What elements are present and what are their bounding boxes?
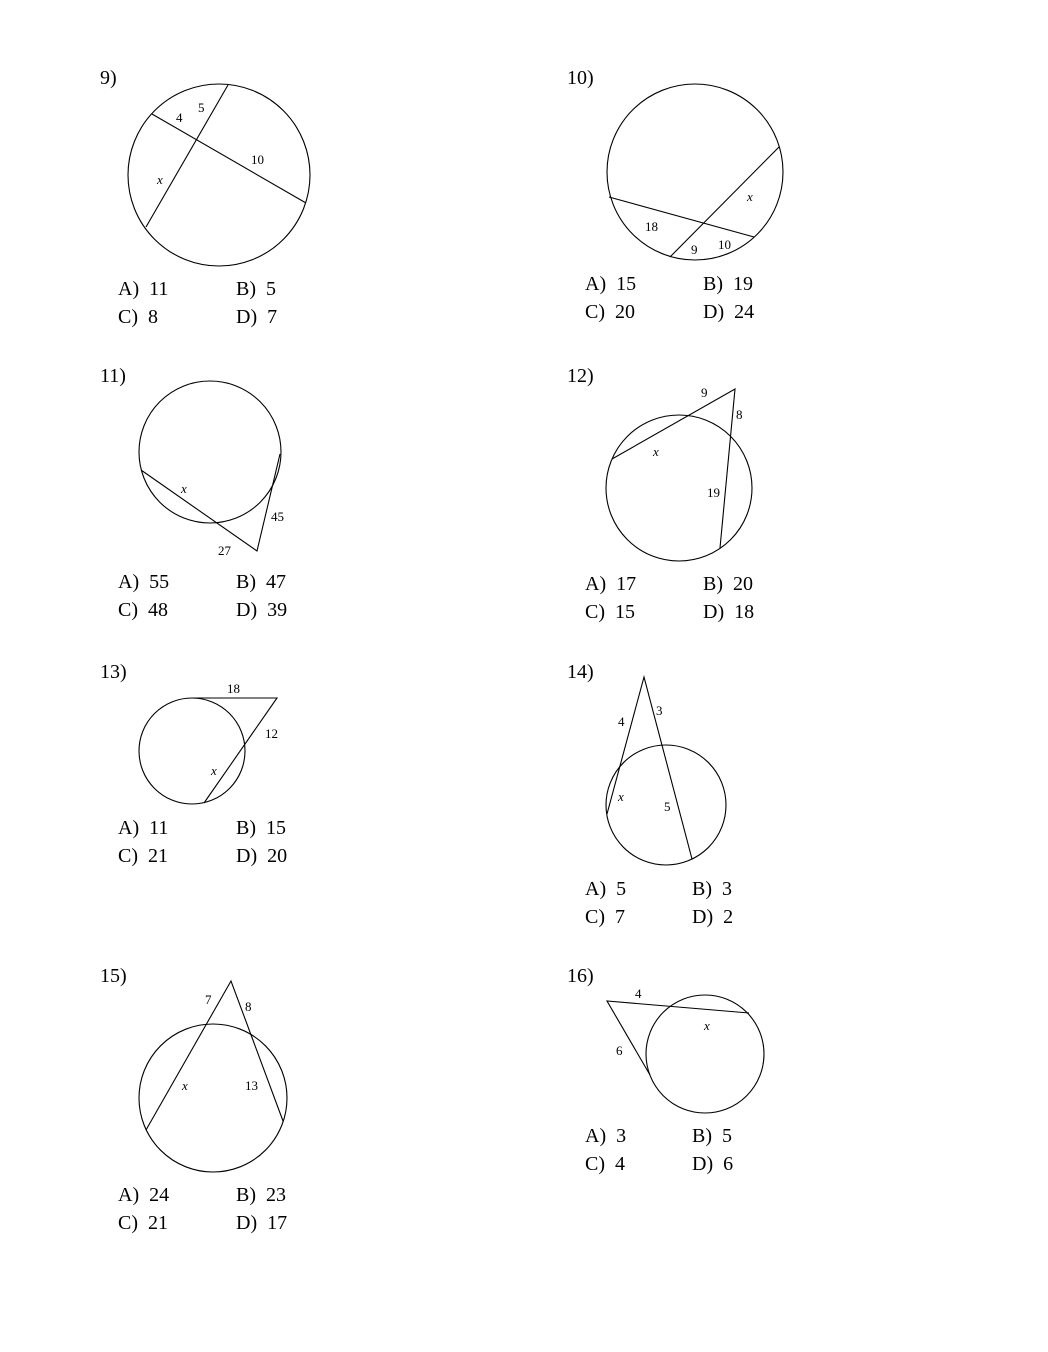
answer-choice-d[interactable]: D) 20 bbox=[236, 845, 288, 867]
variable-label: x bbox=[653, 444, 659, 459]
answer-choice-b[interactable]: B) 20 bbox=[703, 573, 753, 595]
answer-choice-c[interactable]: C) 15 bbox=[585, 601, 635, 623]
segment-label: 10 bbox=[718, 237, 731, 252]
answer-choice-a[interactable]: A) 5 bbox=[585, 878, 627, 900]
variable-label: x bbox=[747, 189, 753, 204]
segment-label: 45 bbox=[271, 509, 284, 524]
segment-label: 5 bbox=[664, 799, 671, 814]
answer-choice-d[interactable]: D) 17 bbox=[236, 1212, 288, 1234]
answer-choice-a[interactable]: A) 55 bbox=[118, 571, 170, 593]
answer-choice-d[interactable]: D) 39 bbox=[236, 599, 288, 621]
segment-label: 18 bbox=[227, 681, 240, 696]
answer-choice-c[interactable]: C) 48 bbox=[118, 599, 168, 621]
answer-choice-a[interactable]: A) 11 bbox=[118, 278, 169, 300]
problem-number: 9) bbox=[100, 67, 117, 89]
problem-number: 11) bbox=[100, 365, 126, 387]
answer-choice-c[interactable]: C) 20 bbox=[585, 301, 635, 323]
problem-number: 13) bbox=[100, 661, 127, 683]
segment-label: 10 bbox=[251, 152, 264, 167]
variable-label: x bbox=[181, 481, 187, 496]
answer-choice-a[interactable]: A) 3 bbox=[585, 1125, 627, 1147]
answer-choice-b[interactable]: B) 23 bbox=[236, 1184, 286, 1206]
segment-label: 19 bbox=[707, 485, 720, 500]
segment-label: 18 bbox=[645, 219, 658, 234]
answer-choice-b[interactable]: B) 15 bbox=[236, 817, 286, 839]
answer-choice-a[interactable]: A) 24 bbox=[118, 1184, 170, 1206]
variable-label: x bbox=[618, 789, 624, 804]
answer-choice-d[interactable]: D) 6 bbox=[692, 1153, 734, 1175]
answer-choice-d[interactable]: D) 2 bbox=[692, 906, 734, 928]
segment-label: 9 bbox=[691, 242, 698, 257]
problem-number: 14) bbox=[567, 661, 594, 683]
segment-label: 6 bbox=[616, 1043, 623, 1058]
answer-choice-a[interactable]: A) 15 bbox=[585, 273, 637, 295]
problem-number: 10) bbox=[567, 67, 594, 89]
answer-choice-c[interactable]: C) 7 bbox=[585, 906, 625, 928]
answer-choice-c[interactable]: C) 21 bbox=[118, 1212, 168, 1234]
segment-label: 12 bbox=[265, 726, 278, 741]
variable-label: x bbox=[182, 1078, 188, 1093]
answer-choice-d[interactable]: D) 24 bbox=[703, 301, 755, 323]
answer-choice-b[interactable]: B) 5 bbox=[236, 278, 276, 300]
answer-choice-c[interactable]: C) 4 bbox=[585, 1153, 625, 1175]
problem-number: 16) bbox=[567, 965, 594, 987]
answer-choice-d[interactable]: D) 18 bbox=[703, 601, 755, 623]
answer-choice-a[interactable]: A) 11 bbox=[118, 817, 169, 839]
segment-label: 4 bbox=[176, 110, 183, 125]
answer-choice-d[interactable]: D) 7 bbox=[236, 306, 278, 328]
segment-label: 5 bbox=[198, 100, 205, 115]
answer-choice-a[interactable]: A) 17 bbox=[585, 573, 637, 595]
answer-choice-b[interactable]: B) 3 bbox=[692, 878, 732, 900]
problem-number: 12) bbox=[567, 365, 594, 387]
answer-choice-c[interactable]: C) 8 bbox=[118, 306, 158, 328]
answer-choice-b[interactable]: B) 19 bbox=[703, 273, 753, 295]
variable-label: x bbox=[211, 763, 217, 778]
segment-label: 8 bbox=[245, 999, 252, 1014]
segment-label: 4 bbox=[618, 714, 625, 729]
secant-and-tangent bbox=[607, 1001, 749, 1075]
answer-choice-c[interactable]: C) 21 bbox=[118, 845, 168, 867]
segment-label: 7 bbox=[205, 992, 212, 1007]
segment-label: 4 bbox=[635, 986, 642, 1001]
segment-label: 27 bbox=[218, 543, 231, 558]
answer-choice-b[interactable]: B) 5 bbox=[692, 1125, 732, 1147]
segment-label: 9 bbox=[701, 385, 708, 400]
segment-label: 8 bbox=[736, 407, 743, 422]
answer-choice-b[interactable]: B) 47 bbox=[236, 571, 286, 593]
segment-label: 13 bbox=[245, 1078, 258, 1093]
variable-label: x bbox=[157, 172, 163, 187]
variable-label: x bbox=[704, 1018, 710, 1033]
problem-number: 15) bbox=[100, 965, 127, 987]
segment-label: 3 bbox=[656, 703, 663, 718]
